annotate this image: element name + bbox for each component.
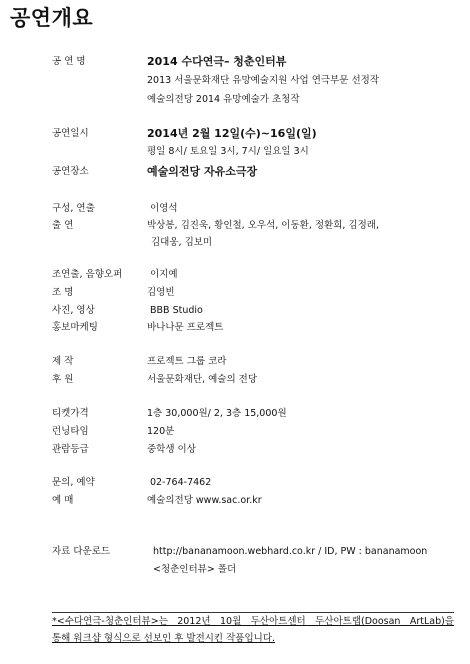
divider [52,612,454,613]
label-venue: 공연장소 [52,166,89,177]
value-cast-extra: 김대웅, 김보미 [151,237,213,248]
value-director: 이영석 [150,203,178,214]
label-production: 제 작 [52,356,74,367]
label-download: 자료 다운로드 [52,546,111,557]
label-cast: 출 연 [52,220,74,231]
value-venue: 예술의전당 자유소극장 [147,165,258,178]
value-name-extra2: 예술의전당 2014 유망예술가 초청작 [147,94,300,105]
value-marketing: 바나나문 프로젝트 [147,322,224,333]
label-photo: 사진, 영상 [52,305,95,316]
label-rating: 관람등급 [52,444,89,455]
label-support: 후 원 [52,374,74,385]
label-booking: 예 매 [52,495,74,506]
label-name: 공 연 명 [52,56,86,67]
value-name: 2014 수다연극– 청춘인터뷰 [147,55,287,68]
value-name-extra1: 2013 서울문화재단 유망예술지원 사업 연극부문 선정작 [147,75,379,86]
value-asst: 이지예 [150,269,178,280]
label-asst: 조연출, 음향오퍼 [52,269,123,280]
label-director: 구성, 연출 [52,203,95,214]
label-contact: 문의, 예약 [52,477,95,488]
value-download-folder: <청춘인터뷰> 폴더 [153,564,237,575]
value-date: 2014년 2월 12일(수)~16일(일) [147,127,317,140]
value-rating: 중학생 이상 [147,444,196,455]
value-price: 1층 30,000원/ 2, 3층 15,000원 [147,408,287,419]
label-price: 티켓가격 [52,408,89,419]
value-support: 서울문화재단, 예술의 전당 [147,374,258,385]
footnote-line-2: 통해 워크샵 형식으로 선보인 후 발전시킨 작품입니다. [52,633,276,644]
value-date-extra: 평일 8시/ 토요일 3시, 7시/ 일요일 3시 [147,146,309,157]
value-cast: 박상봉, 김진욱, 황인철, 오우석, 이동환, 정환희, 김정래, [147,220,379,231]
value-booking: 예술의전당 www.sac.or.kr [147,495,262,506]
label-runtime: 런닝타임 [52,426,89,437]
value-contact: 02-764-7462 [150,477,212,488]
page-title: 공연개요 [10,6,94,30]
value-download-link[interactable]: http://bananamoon.webhard.co.kr / ID, PW : bananamoon [153,546,428,557]
footnote-line-1: *<수다연극-청춘인터뷰>는 2012년 10월 두산아트센터 두산아트랩(Doosan ArtLab)을 [52,616,454,627]
label-marketing: 홍보마케팅 [52,322,98,333]
value-runtime: 120분 [147,426,175,437]
label-lighting: 조 명 [52,287,74,298]
label-date: 공연일시 [52,128,89,139]
value-photo: BBB Studio [150,305,203,316]
value-production: 프로젝트 그룹 코라 [147,356,227,367]
value-lighting: 김영빈 [147,287,175,298]
